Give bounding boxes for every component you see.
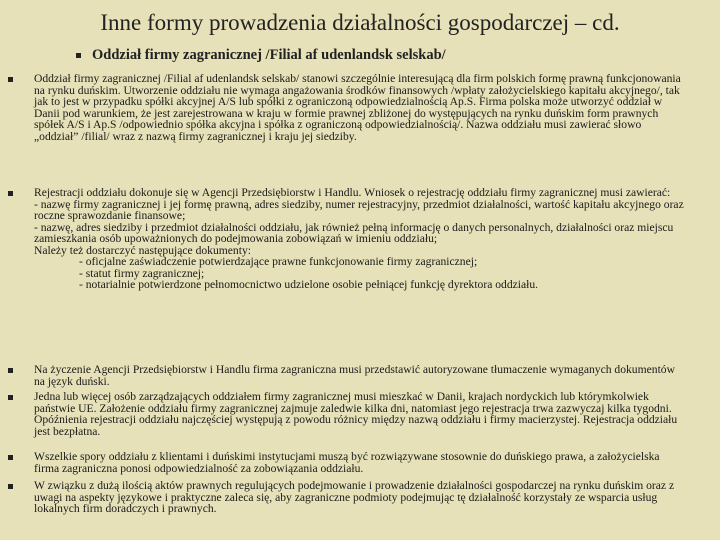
square-bullet-icon (76, 53, 81, 58)
document-2: - statut firmy zagranicznej; (79, 266, 205, 280)
subtitle-text: Oddział firmy zagranicznej /Filial af udenlandsk selskab/ (92, 47, 446, 63)
square-bullet-icon (8, 455, 13, 460)
paragraph-4 (34, 391, 684, 437)
registration-intro: Rejestracji oddziału dokonuje się w Agencji Przedsiębiorstw i Handlu. Wniosek o rejestrację oddziału firmy zagranicznej musi zawierać: (34, 186, 671, 199)
paragraph-6-text: W związku z dużą ilością aktów prawnych regulujących podejmowanie i prowadzenie działalności gospodarczej na rynku duńskim oraz z uwagi na aspekty językowe i praktyczne zaleca się, aby zagraniczne podmioty podejmując tę działalność korzystały ze wsparcia usług lokalnych firm doradczych i prawnych. (34, 479, 675, 515)
paragraph-3 (34, 364, 684, 387)
paragraph-5 (34, 451, 684, 474)
paragraph-5-text: Wszelkie spory oddziału z klientami i duńskimi instytucjami muszą być rozwiązywane stosownie do duńskiego prawa, a założycielska firma zagraniczna ponosi odpowiedzialność za zobowiązania oddziału. (34, 450, 660, 475)
paragraph-2 (34, 187, 684, 291)
registration-line-2: - nazwę, adres siedziby i przedmiot działalności oddziału, jak również pełną informację o danych personalnych, działalności oraz miejscu zamieszkania osób upoważnionych do podejmowania zobowiązań w imieniu oddziału; (34, 220, 674, 245)
paragraph-3-text: Na życzenie Agencji Przedsiębiorstw i Handlu firma zagraniczna musi przedstawić autoryzowane tłumaczenie wymaganych dokumentów na język duński. (34, 363, 675, 388)
registration-line-1: - nazwę firmy zagranicznej i jej formę prawną, adres siedziby, numer rejestracyjny, przedmiot działalności, wartość kapitału akcyjnego oraz roczne sprawozdanie finansowe; (34, 197, 684, 222)
registration-line-3: Należy też dostarczyć następujące dokumenty: (34, 243, 251, 257)
slide-title: Inne formy prowadzenia działalności gospodarczej – cd. (100, 10, 620, 35)
paragraph-1-text: Oddział firmy zagranicznej /Filial af udenlandsk selskab/ stanowi szczególnie interesującą dla firm polskich formę prawną funkcjonowania na rynku duńskim. Utworzenie oddziału nie wymaga angażowania środków finansowych /wpłaty założycielskiego kapitału akcyjnego/, tak jak to jest w przypadku spółki akcyjnej A/S lub spółki z ograniczoną odpowiedzialnością Ap.S. Firma polska może utworzyć oddział w Danii pod warunkiem, że jest zarejestrowana w kraju w formie prawnej zbliżonej do występujących na rynku duńskim form prawnych spółek A/S i Ap.S /odpowiednio spółka akcyjna i spółka z ograniczoną odpowiedzialnością/. Nazwa oddziału musi zawierać słowo „oddział” /filial/ wraz z nazwą firmy zagranicznej i kraju jej siedziby. (34, 72, 681, 143)
document-3: - notarialnie potwierdzone pełnomocnictwo udzielone osobie pełniącej funkcję dyrektora oddziału. (79, 278, 539, 291)
paragraph-4-text: Jedna lub więcej osób zarządzających oddziałem firmy zagranicznej musi mieszkać w Danii, krajach nordyckich lub którymkolwiek państwie UE. Założenie oddziału firmy zagranicznej zajmuje zaledwie kilka dni, natomiast jego rejestracja trwa zazwyczaj kilka tygodni. Opóźnienia rejestracji oddziału najczęściej występują z powodu różnicy między nazwą oddziału i firmy macierzystej. Rejestracja oddziału jest bezpłatna. (34, 390, 678, 438)
square-bullet-icon (8, 77, 13, 82)
square-bullet-icon (8, 395, 13, 400)
paragraph-6 (34, 480, 684, 515)
document-1: - oficjalne zaświadczenie potwierdzające prawne funkcjonowanie firmy zagranicznej; (79, 255, 478, 268)
square-bullet-icon (8, 484, 13, 489)
square-bullet-icon (8, 191, 13, 196)
square-bullet-icon (8, 368, 13, 373)
subtitle (92, 47, 446, 64)
paragraph-1 (34, 73, 684, 142)
